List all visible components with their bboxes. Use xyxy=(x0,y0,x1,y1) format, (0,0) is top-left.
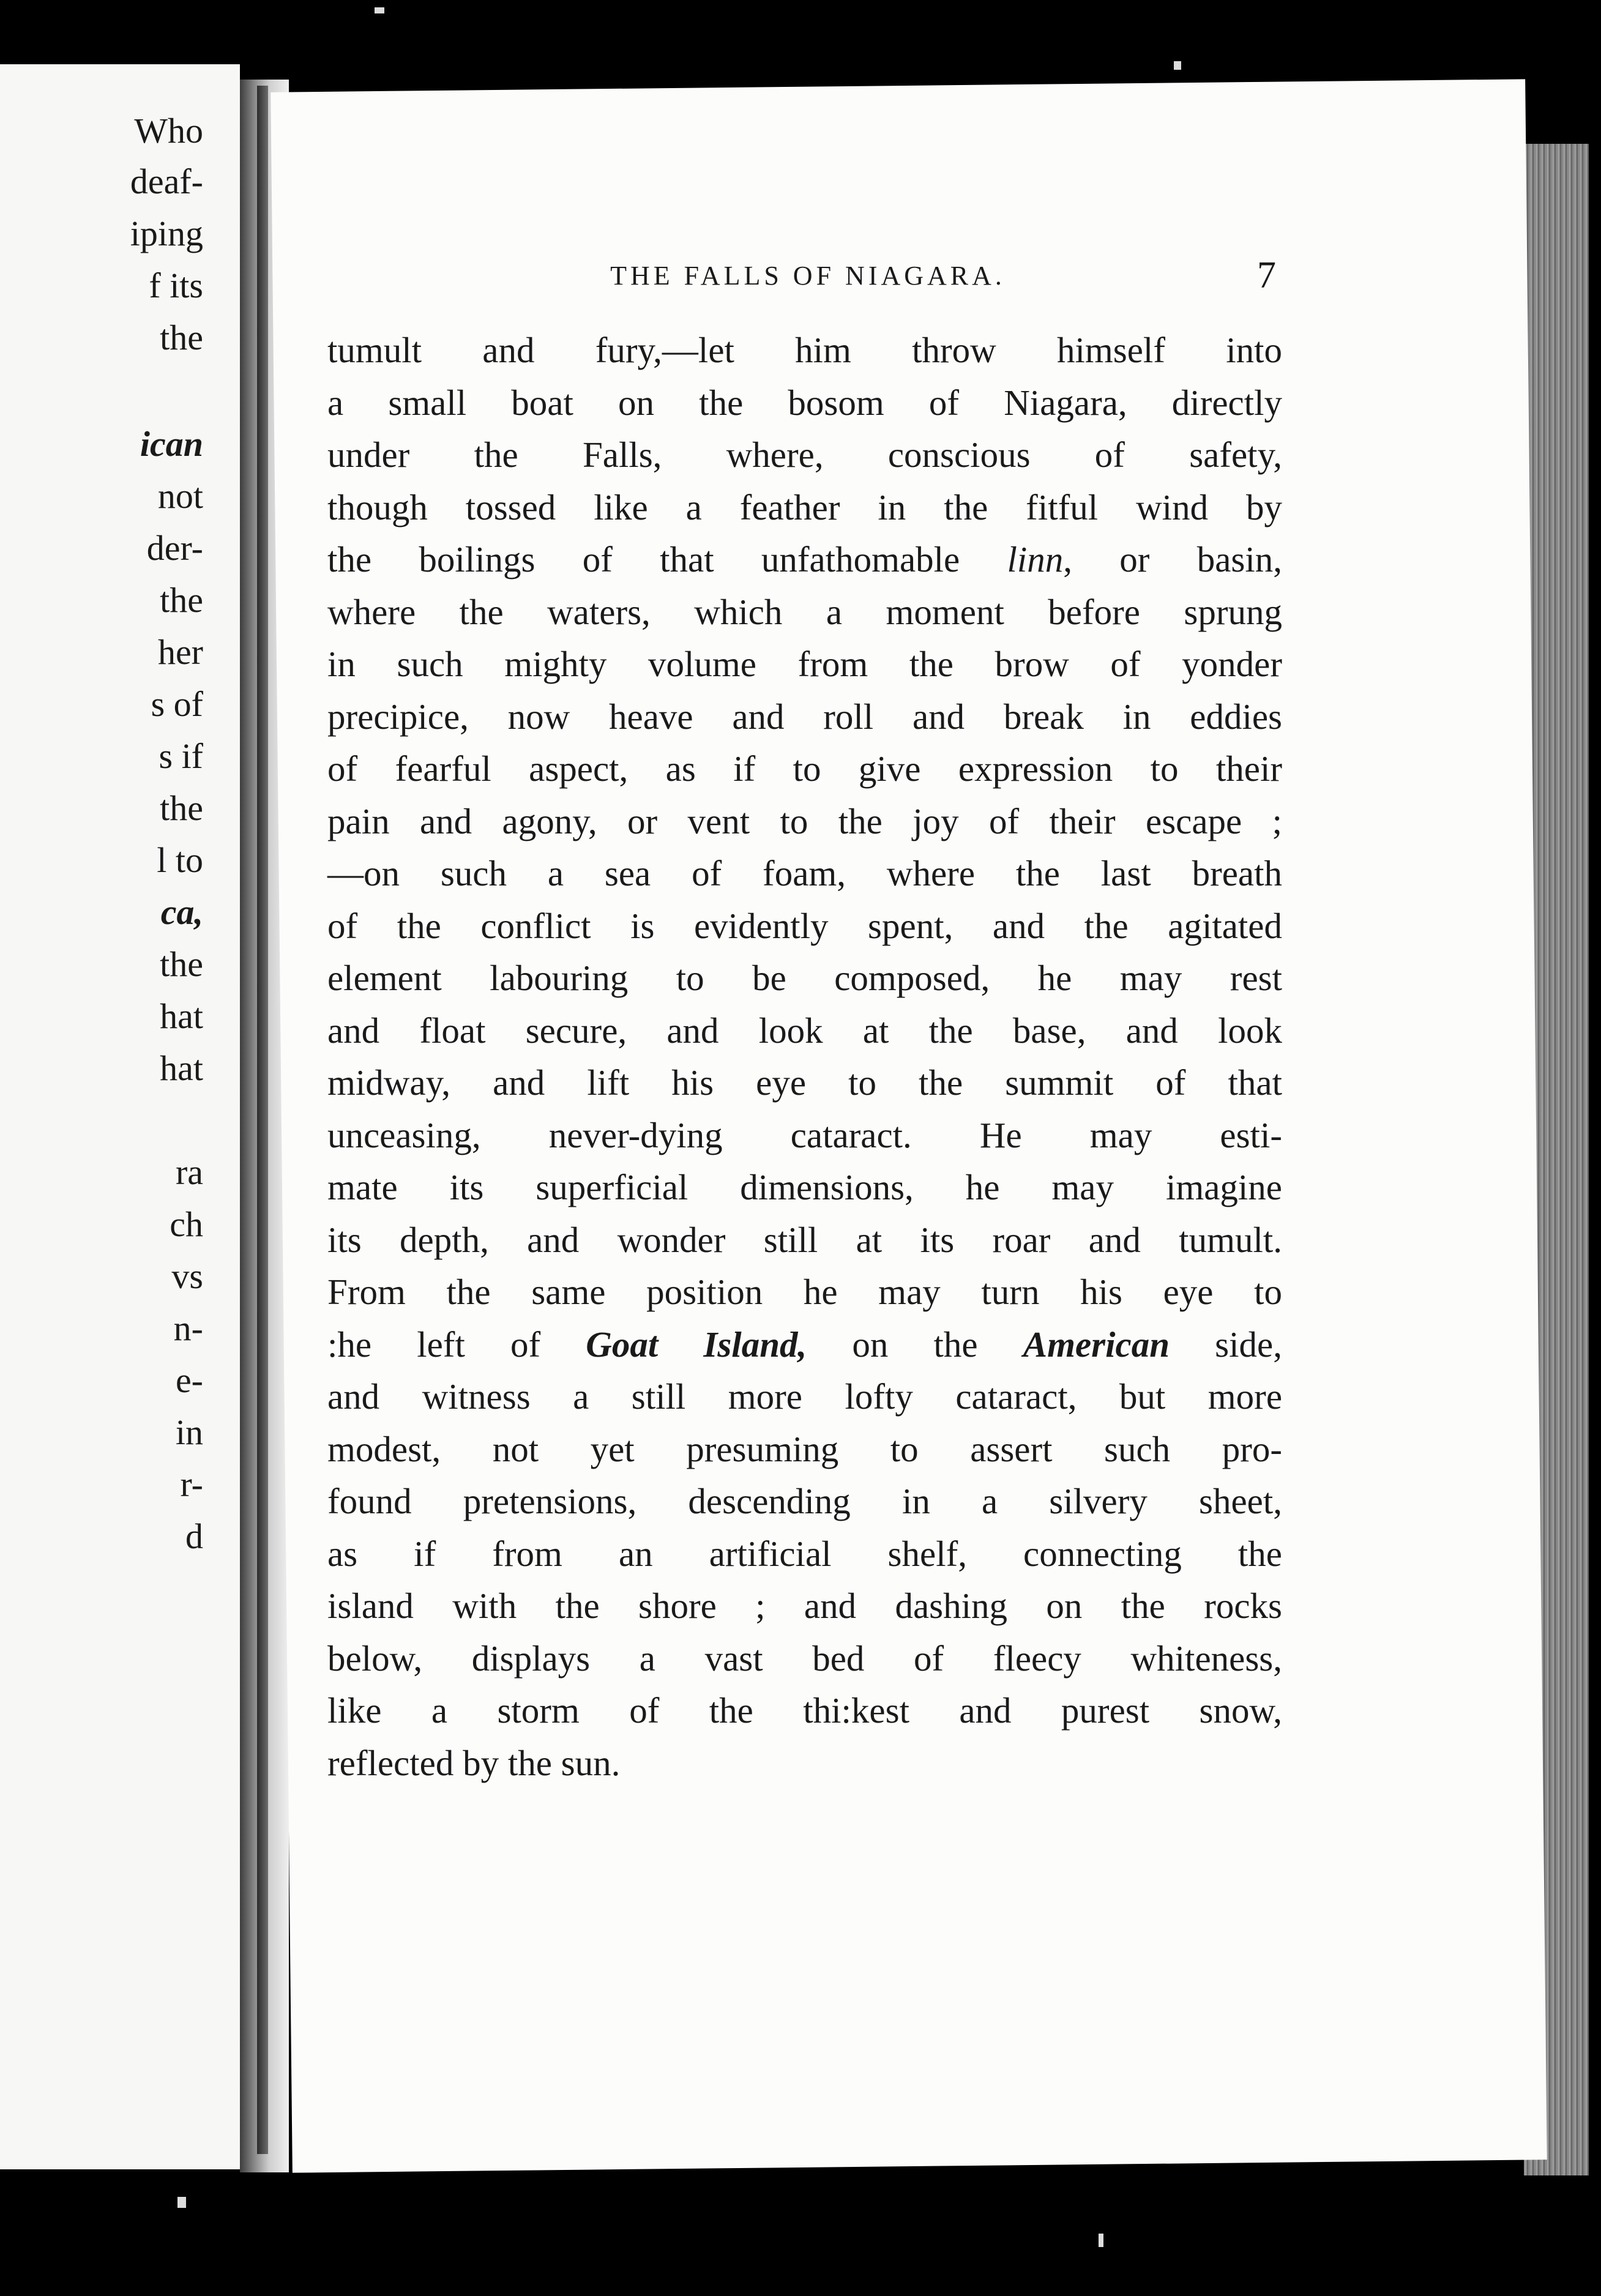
left-page-fragment: her xyxy=(157,632,203,672)
left-page-fragment: vs xyxy=(171,1256,203,1296)
text-line: though tossed like a feather in the fitful wind by xyxy=(327,486,1282,527)
left-page-fragment: s of xyxy=(151,684,203,724)
left-page-fragment: f its xyxy=(149,266,203,305)
text-line: the boilings of that unfathomable linn, or basin, xyxy=(327,539,1282,580)
text-line: :he left of Goat Island, on the American side, xyxy=(327,1324,1282,1365)
left-page-fragment: ra xyxy=(175,1152,203,1192)
text-line: From the same position he may turn his eye to xyxy=(327,1272,1282,1312)
text-line: and float secure, and look at the base, and look xyxy=(327,1010,1282,1051)
left-page-fragment: ch xyxy=(170,1204,203,1244)
left-page-fragment: ca, xyxy=(160,892,203,932)
dust-speck xyxy=(375,7,384,13)
text-line: under the Falls, where, conscious of safety, xyxy=(327,434,1282,475)
left-page-fragment: deaf- xyxy=(130,162,203,201)
text-line: precipice, now heave and roll and break in eddies xyxy=(327,696,1282,737)
left-page-fragment: ican xyxy=(140,424,203,464)
body-text xyxy=(327,324,1282,1789)
left-page-fragment: der- xyxy=(146,528,203,568)
text-line: as if from an artificial shelf, connecting the xyxy=(327,1533,1282,1574)
text-line: pain and agony, or vent to the joy of their escape ; xyxy=(327,800,1282,841)
text-line: reflected by the sun. xyxy=(327,1742,621,1783)
text-line: midway, and lift his eye to the summit of that xyxy=(327,1062,1282,1103)
text-line: unceasing, never-dying cataract. He may esti- xyxy=(327,1114,1282,1155)
dust-speck xyxy=(1099,2234,1103,2247)
left-page-fragment: Who xyxy=(134,111,203,151)
left-page-fragment: e- xyxy=(175,1360,203,1400)
left-page-fragment: the xyxy=(160,944,203,984)
text-line: mate its superficial dimensions, he may imagine xyxy=(327,1167,1282,1207)
left-page-fragment: r- xyxy=(180,1464,203,1504)
italic-place-name: Goat Island, xyxy=(586,1324,807,1365)
text-line: of fearful aspect, as if to give expression to their xyxy=(327,748,1282,789)
text-line: element labouring to be composed, he may rest xyxy=(327,958,1282,998)
dust-speck xyxy=(177,2197,186,2208)
left-page-fragment: l to xyxy=(157,840,203,880)
italic-word: linn xyxy=(1007,539,1064,580)
text-line: below, displays a vast bed of fleecy whiteness, xyxy=(327,1638,1282,1679)
italic-place-name: American xyxy=(1023,1324,1170,1365)
text-line: and witness a still more lofty cataract, but more xyxy=(327,1376,1282,1417)
text-line: modest, not yet presuming to assert such pro- xyxy=(327,1428,1282,1469)
left-page-fragment: not xyxy=(157,476,203,516)
text-line: like a storm of the thi:kest and purest snow, xyxy=(327,1690,1282,1731)
gutter-shadow xyxy=(257,86,268,2154)
left-page-fragment: hat xyxy=(160,996,203,1036)
left-page-fragment: the xyxy=(160,580,203,620)
text-line: island with the shore ; and dashing on the rocks xyxy=(327,1586,1282,1626)
text-line: its depth, and wonder still at its roar and tumult. xyxy=(327,1219,1282,1260)
left-page-fragment: in xyxy=(175,1412,203,1452)
left-page-fragment: the xyxy=(160,318,203,357)
running-head: THE FALLS OF NIAGARA. xyxy=(610,261,1006,291)
dust-speck xyxy=(1174,61,1181,70)
text-line: where the waters, which a moment before sprung xyxy=(327,591,1282,632)
left-page-fragment: iping xyxy=(130,214,203,253)
left-page-fragment: s if xyxy=(159,736,203,776)
text-line: found pretensions, descending in a silvery sheet, xyxy=(327,1481,1282,1521)
page-number: 7 xyxy=(1257,255,1276,296)
text-line: a small boat on the bosom of Niagara, directly xyxy=(327,382,1282,423)
left-page-fragment: the xyxy=(160,788,203,828)
previous-page xyxy=(0,64,240,2169)
left-page-fragment: n- xyxy=(173,1308,203,1348)
page-header xyxy=(340,254,1276,303)
text-line: of the conflict is evidently spent, and the agitated xyxy=(327,905,1282,946)
text-line: tumult and fury,—let him throw himself into xyxy=(327,330,1282,370)
left-page-fragment: hat xyxy=(160,1048,203,1088)
text-line: —on such a sea of foam, where the last breath xyxy=(327,853,1282,893)
left-page-fragment: d xyxy=(185,1516,203,1556)
text-line: in such mighty volume from the brow of yonder xyxy=(327,644,1282,684)
